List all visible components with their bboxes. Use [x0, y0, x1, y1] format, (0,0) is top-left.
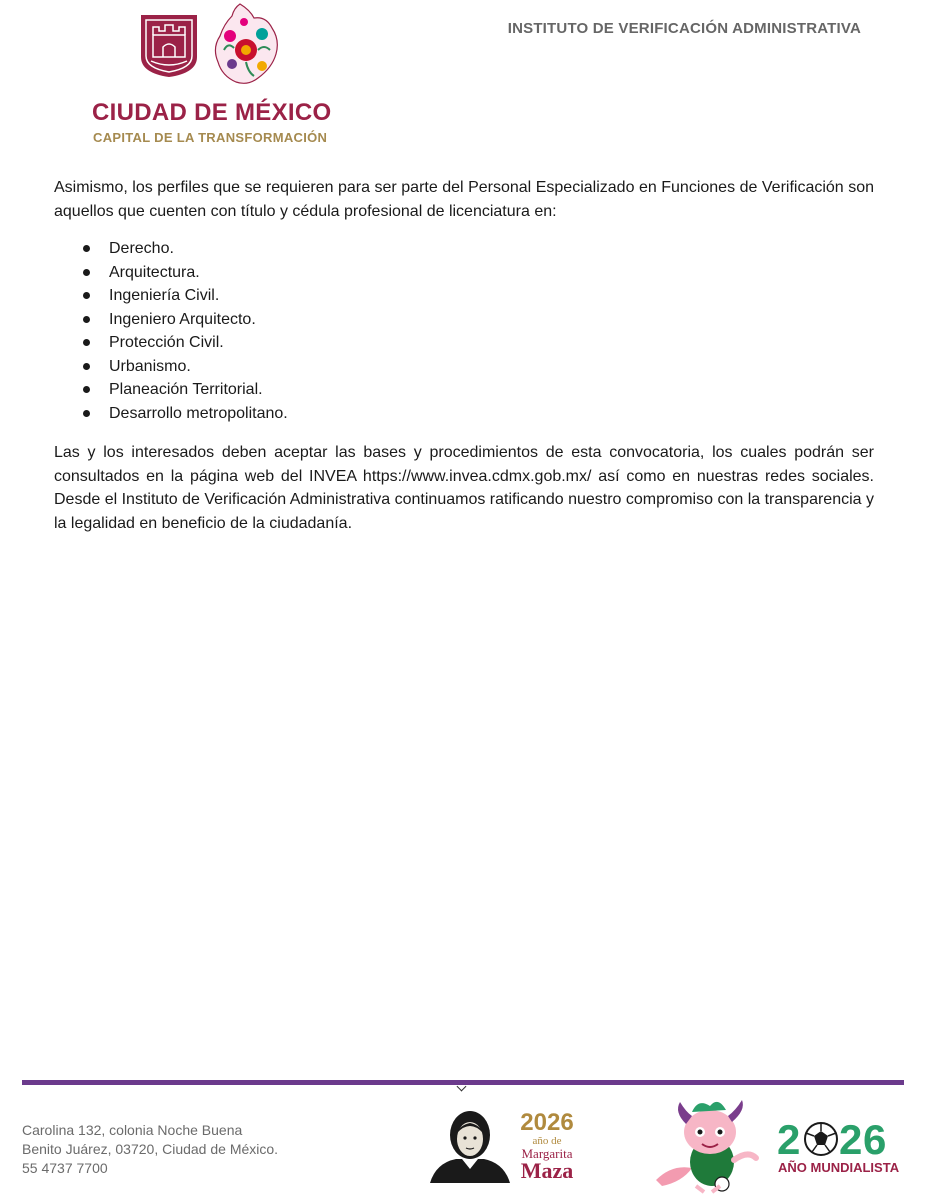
list-item [54, 402, 874, 426]
margarita-line2: Margarita [521, 1146, 573, 1161]
list-item [54, 237, 874, 261]
document-body [54, 176, 874, 535]
institute-name: INSTITUTO DE VERIFICACIÓN ADMINISTRATIVA [507, 20, 861, 37]
mundial-digit: 2 [777, 1118, 801, 1158]
axolotl-mascot-icon [652, 1094, 774, 1194]
margarita-maza-portrait-icon [430, 1105, 510, 1183]
margarita-year: 2026 [520, 1109, 574, 1136]
career-label: Arquitectura. [109, 263, 200, 281]
footer-address [22, 1121, 278, 1178]
cdmx-shield-icon [139, 13, 199, 79]
career-label: Ingeniero Arquitecto. [109, 310, 256, 328]
city-title: CIUDAD DE MÉXICO [92, 99, 332, 126]
intro-paragraph: Asimismo, los perfiles que se requieren para ser parte del Personal Especializado en Funciones de Verificación son aquellos que cuenten con título y cédula profesional de licenciatura en: [54, 179, 874, 220]
bullet-icon [83, 292, 90, 299]
list-item [54, 355, 874, 379]
mundial-label: AÑO MUNDIALISTA [778, 1160, 900, 1175]
address-line: Benito Juárez, 03720, Ciudad de México. [22, 1141, 279, 1157]
list-item [54, 261, 874, 285]
career-label: Planeación Territorial. [109, 381, 263, 398]
cdmx-map-emblem-icon [210, 2, 282, 88]
bullet-icon [83, 410, 90, 417]
career-label: Urbanismo. [109, 357, 191, 375]
career-label: Protección Civil. [109, 334, 224, 351]
career-label: Derecho. [109, 240, 174, 257]
phone-number: 55 4737 7700 [22, 1160, 108, 1176]
list-item [54, 284, 874, 308]
bullet-icon [83, 363, 90, 370]
career-label: Desarrollo metropolitano. [109, 404, 288, 422]
margarita-line3: Maza [520, 1158, 574, 1183]
bullet-icon [83, 316, 90, 323]
margarita-line1: año de [532, 1135, 562, 1147]
address-line: Carolina 132, colonia Noche Buena [22, 1122, 243, 1138]
bullet-icon [83, 245, 90, 252]
city-subtitle: CAPITAL DE LA TRANSFORMACIÓN [93, 130, 328, 145]
mundial-digit: 6 [863, 1118, 887, 1158]
career-list [54, 237, 874, 425]
mundial-year-logo [777, 1118, 901, 1158]
closing-paragraph: Las y los interesados deben aceptar las bases y procedimientos de esta convocatoria, los cuales podrán ser consultados en la página web del INVEA https://www.invea.cdmx.gob.mx/ así como en nuestras redes sociales. Desde el Instituto de Verificación Administrativa continuamos ratificando nuestro compromiso con la transparencia y la legalidad en beneficio de la ciudadanía. [54, 444, 874, 532]
list-item [54, 331, 874, 355]
list-item [54, 308, 874, 332]
mundial-digit: 2 [839, 1118, 863, 1158]
bullet-icon [83, 339, 90, 346]
list-item [54, 378, 874, 402]
bullet-icon [83, 269, 90, 276]
bullet-icon [83, 386, 90, 393]
career-label: Ingeniería Civil. [109, 287, 220, 304]
